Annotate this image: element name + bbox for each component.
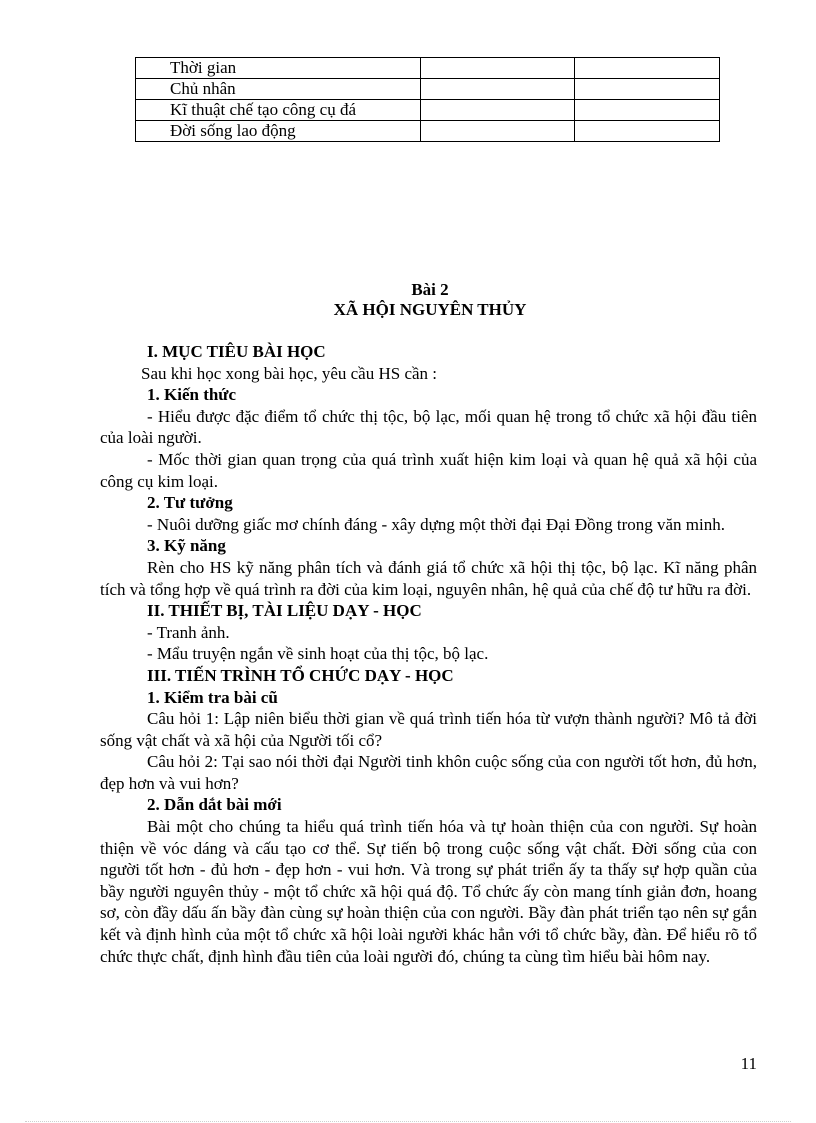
table-row bbox=[136, 79, 720, 100]
table-cell-label: Chủ nhân bbox=[136, 79, 421, 100]
table-cell-empty bbox=[574, 121, 719, 142]
paragraph: - Mốc thời gian quan trọng của quá trình xuất hiện kim loại và quan hệ quả xã hội của công cụ kim loại. bbox=[100, 449, 757, 491]
table-row bbox=[136, 121, 720, 142]
subsection-heading: 3. Kỹ năng bbox=[147, 536, 226, 556]
subsection-heading: 1. Kiến thức bbox=[147, 385, 237, 405]
paragraph: - Hiểu được đặc điểm tổ chức thị tộc, bộ lạc, mối quan hệ trong tổ chức xã hội đầu tiên của loài người. bbox=[100, 406, 757, 448]
table-cell-empty bbox=[420, 79, 574, 100]
table-cell-label: Thời gian bbox=[136, 58, 421, 79]
paragraph: - Tranh ảnh. bbox=[147, 622, 230, 642]
table-cell-empty bbox=[420, 100, 574, 121]
paragraph: Câu hỏi 2: Tại sao nói thời đại Người tinh khôn cuộc sống của con người tốt hơn, đủ hơn, đẹp hơn và vui hơn? bbox=[100, 752, 757, 793]
paragraph: - Mẩu truyện ngắn về sinh hoạt của thị tộc, bộ lạc. bbox=[147, 644, 489, 664]
subsection-heading: 2. Dẫn dắt bài mới bbox=[147, 795, 282, 815]
subsection-heading: 1. Kiểm tra bài cũ bbox=[147, 687, 278, 707]
paragraph: Câu hỏi 1: Lập niên biểu thời gian về quá trình tiến hóa từ vượn thành người? Mô tả đời sống vật chất và xã hội của Người tối cổ? bbox=[100, 709, 757, 750]
section-heading: II. THIẾT BỊ, TÀI LIỆU DẠY - HỌC bbox=[147, 601, 422, 621]
paragraph: - Nuôi dưỡng giấc mơ chính đáng - xây dựng một thời đại Đại Đồng trong văn minh. bbox=[147, 514, 725, 534]
section-heading: III. TIẾN TRÌNH TỔ CHỨC DẠY - HỌC bbox=[147, 665, 454, 685]
table-cell-empty bbox=[574, 79, 719, 100]
table-cell-empty bbox=[574, 58, 719, 79]
table-cell-label: Đời sống lao động bbox=[136, 121, 421, 142]
page-number: 11 bbox=[740, 1054, 757, 1073]
table-cell-empty bbox=[574, 100, 719, 121]
subsection-heading: 2. Tư tưởng bbox=[147, 493, 233, 513]
table-cell-label: Kĩ thuật chế tạo công cụ đá bbox=[136, 100, 421, 121]
comparison-table bbox=[135, 57, 720, 142]
lesson-number: Bài 2 bbox=[411, 280, 449, 299]
paragraph: Sau khi học xong bài học, yêu cầu HS cần : bbox=[141, 363, 438, 383]
lesson-title: XÃ HỘI NGUYÊN THỦY bbox=[333, 300, 527, 319]
section-heading: I. MỤC TIÊU BÀI HỌC bbox=[147, 342, 326, 361]
table-cell-empty bbox=[420, 58, 574, 79]
paragraph: Rèn cho HS kỹ năng phân tích và đánh giá tổ chức xã hội thị tộc, bộ lạc. Kĩ năng phân tích và tổng hợp về quá trình ra đời của kim loại, nguyên nhân, hệ quả của chế độ tư hữu ra đời. bbox=[100, 557, 757, 599]
table-row bbox=[136, 100, 720, 121]
table-row bbox=[136, 58, 720, 79]
table-cell-empty bbox=[420, 121, 574, 142]
lesson-body bbox=[100, 341, 757, 967]
paragraph: Bài một cho chúng ta hiểu quá trình tiến hóa và tự hoàn thiện của con người. Sự hoàn thiện về vóc dáng và cấu tạo cơ thể. Sự tiến bộ trong cuộc sống vật chất. Đời sống của con người tốt hơn - đủ hơn - đẹp hơn - vui hơn. Và trong sự phát triển ấy ta thấy sự hợp quần của bầy người nguyên thủy - một tổ chức xã hội quá độ. Tổ chức ấy còn mang tính giản đơn, hoang sơ, còn đầy dấu ấn bầy đàn cùng sự hoàn thiện của con người. Bầy đàn phát triển tạo nên sự gắn kết và định hình của một tổ chức xã hội loài người khác hẳn với tổ chức bầy, đàn. Để hiểu rõ tổ chức thực chất, định hình đầu tiên của loài người đó, chúng ta cùng tìm hiểu bài hôm nay. bbox=[100, 817, 757, 966]
page-edge-divider bbox=[25, 1121, 791, 1122]
